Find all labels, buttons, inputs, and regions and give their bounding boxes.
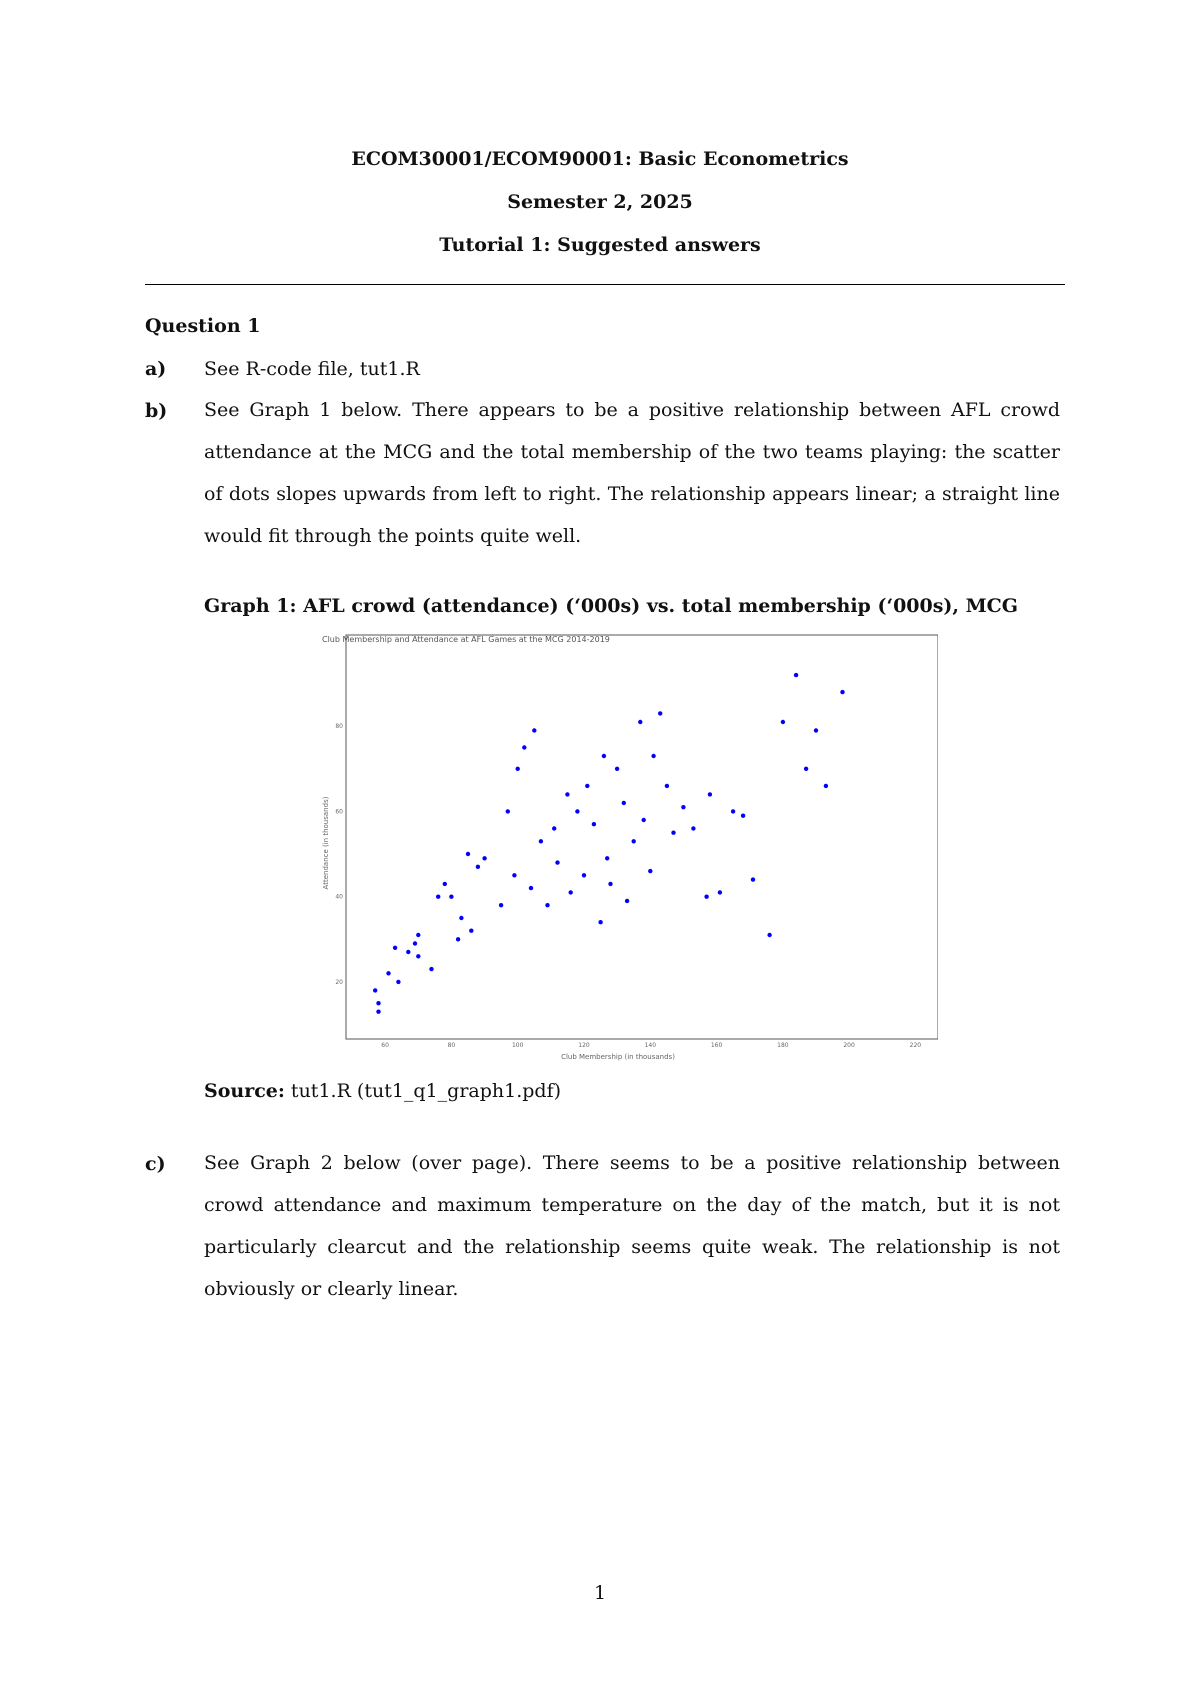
data-point-64 bbox=[814, 728, 818, 732]
part-a-label: a) bbox=[145, 358, 167, 380]
x-axis-label: Club Membership (in thousands) bbox=[561, 1053, 675, 1061]
data-point-23 bbox=[516, 767, 520, 771]
data-point-9 bbox=[416, 954, 420, 958]
data-point-17 bbox=[469, 929, 473, 933]
data-point-27 bbox=[539, 839, 543, 843]
data-point-28 bbox=[545, 903, 549, 907]
data-point-53 bbox=[691, 826, 695, 830]
data-point-26 bbox=[532, 728, 536, 732]
y-tick-label-0: 20 bbox=[335, 978, 343, 986]
data-point-30 bbox=[555, 860, 559, 864]
data-point-12 bbox=[443, 882, 447, 886]
data-point-47 bbox=[648, 869, 652, 873]
data-point-46 bbox=[642, 818, 646, 822]
data-point-11 bbox=[436, 895, 440, 899]
y-tick-label-1: 40 bbox=[335, 893, 343, 901]
data-point-52 bbox=[681, 805, 685, 809]
plot-frame bbox=[346, 635, 938, 1039]
data-point-34 bbox=[582, 873, 586, 877]
data-point-22 bbox=[512, 873, 516, 877]
data-point-5 bbox=[396, 980, 400, 984]
data-point-39 bbox=[605, 856, 609, 860]
data-point-1 bbox=[376, 1010, 380, 1014]
source-label: Source: bbox=[204, 1080, 285, 1102]
data-point-49 bbox=[658, 711, 662, 715]
data-point-66 bbox=[840, 690, 844, 694]
data-point-54 bbox=[704, 895, 708, 899]
page-number: 1 bbox=[593, 1582, 607, 1604]
data-point-14 bbox=[456, 937, 460, 941]
data-point-10 bbox=[429, 967, 433, 971]
data-point-59 bbox=[751, 877, 755, 881]
data-point-25 bbox=[529, 886, 533, 890]
data-point-16 bbox=[466, 852, 470, 856]
data-point-60 bbox=[767, 933, 771, 937]
data-point-18 bbox=[476, 865, 480, 869]
x-tick-label-7: 200 bbox=[843, 1042, 855, 1049]
data-point-44 bbox=[632, 839, 636, 843]
data-point-55 bbox=[708, 792, 712, 796]
data-point-42 bbox=[622, 801, 626, 805]
data-point-36 bbox=[592, 822, 596, 826]
data-point-51 bbox=[671, 831, 675, 835]
x-tick-label-5: 160 bbox=[710, 1042, 723, 1049]
data-point-19 bbox=[482, 856, 486, 860]
data-point-15 bbox=[459, 916, 463, 920]
data-point-50 bbox=[665, 784, 669, 788]
semester-title: Semester 2, 2025 bbox=[507, 191, 693, 213]
data-point-4 bbox=[393, 946, 397, 950]
part-c-text: See Graph 2 below (over page). There seems to be a positive relationship between crowd attendance and maximum temperature on the day of the match, but it is not particularly clearcut and the relationship seems quite weak. The relationship is not obviously or clearly linear. bbox=[204, 1152, 1060, 1300]
y-tick-label-3: 80 bbox=[335, 723, 343, 731]
question-heading: Question 1 bbox=[145, 315, 261, 337]
source-text: tut1.R (tut1_q1_graph1.pdf) bbox=[284, 1080, 562, 1102]
data-point-8 bbox=[416, 933, 420, 937]
x-tick-label-4: 140 bbox=[644, 1042, 657, 1049]
y-tick-label-2: 60 bbox=[335, 808, 343, 816]
part-a-text: See R-code file, tut1.R bbox=[204, 358, 420, 380]
course-title: ECOM30001/ECOM90001: Basic Econometrics bbox=[351, 148, 849, 170]
data-point-58 bbox=[741, 814, 745, 818]
part-b-text: See Graph 1 below. There appears to be a positive relationship between AFL crowd attendance at the MCG and the total membership of the two teams playing: the scatter of dots slopes upwards from left to right. The relationship appears linear; a straight line would fit through the points quite well. bbox=[204, 399, 1060, 547]
y-axis-label: Attendance (in thousands) bbox=[322, 796, 330, 890]
x-tick-label-1: 80 bbox=[447, 1042, 456, 1049]
graph-source bbox=[204, 1080, 561, 1102]
data-point-65 bbox=[824, 784, 828, 788]
data-point-6 bbox=[406, 950, 410, 954]
scatter-chart-svg bbox=[318, 633, 938, 1065]
x-ticks bbox=[381, 1042, 921, 1049]
data-point-45 bbox=[638, 720, 642, 724]
data-point-62 bbox=[794, 673, 798, 677]
chart-title: Club Membership and Attendance at AFL Games at the MCG 2014-2019 bbox=[322, 635, 610, 644]
data-point-0 bbox=[373, 988, 377, 992]
data-point-13 bbox=[449, 895, 453, 899]
graph-caption: Graph 1: AFL crowd (attendance) (‘000s) vs. total membership (‘000s), MCG bbox=[204, 595, 1019, 617]
data-point-57 bbox=[731, 809, 735, 813]
x-tick-label-2: 100 bbox=[511, 1042, 524, 1049]
data-point-37 bbox=[598, 920, 602, 924]
data-point-33 bbox=[575, 809, 579, 813]
data-point-2 bbox=[376, 1001, 380, 1005]
data-point-40 bbox=[608, 882, 612, 886]
header-divider bbox=[145, 284, 1065, 285]
data-point-38 bbox=[602, 754, 606, 758]
data-point-3 bbox=[386, 971, 390, 975]
data-point-63 bbox=[804, 767, 808, 771]
data-point-7 bbox=[413, 941, 417, 945]
x-tick-label-8: 220 bbox=[909, 1042, 922, 1049]
data-point-21 bbox=[506, 809, 510, 813]
data-point-24 bbox=[522, 745, 526, 749]
data-point-48 bbox=[651, 754, 655, 758]
data-point-32 bbox=[569, 890, 573, 894]
part-c-label: c) bbox=[145, 1153, 166, 1175]
x-tick-label-3: 120 bbox=[578, 1042, 590, 1049]
y-ticks bbox=[335, 723, 343, 986]
data-point-29 bbox=[552, 826, 556, 830]
part-b-label: b) bbox=[145, 400, 168, 422]
data-point-56 bbox=[718, 890, 722, 894]
x-tick-label-6: 180 bbox=[777, 1042, 789, 1049]
data-point-41 bbox=[615, 767, 619, 771]
tutorial-title: Tutorial 1: Suggested answers bbox=[439, 234, 761, 256]
data-point-35 bbox=[585, 784, 589, 788]
scatter-chart bbox=[318, 633, 938, 1065]
data-point-61 bbox=[781, 720, 785, 724]
data-point-20 bbox=[499, 903, 503, 907]
x-tick-label-0: 60 bbox=[381, 1042, 389, 1049]
data-point-43 bbox=[625, 899, 629, 903]
data-point-31 bbox=[565, 792, 569, 796]
